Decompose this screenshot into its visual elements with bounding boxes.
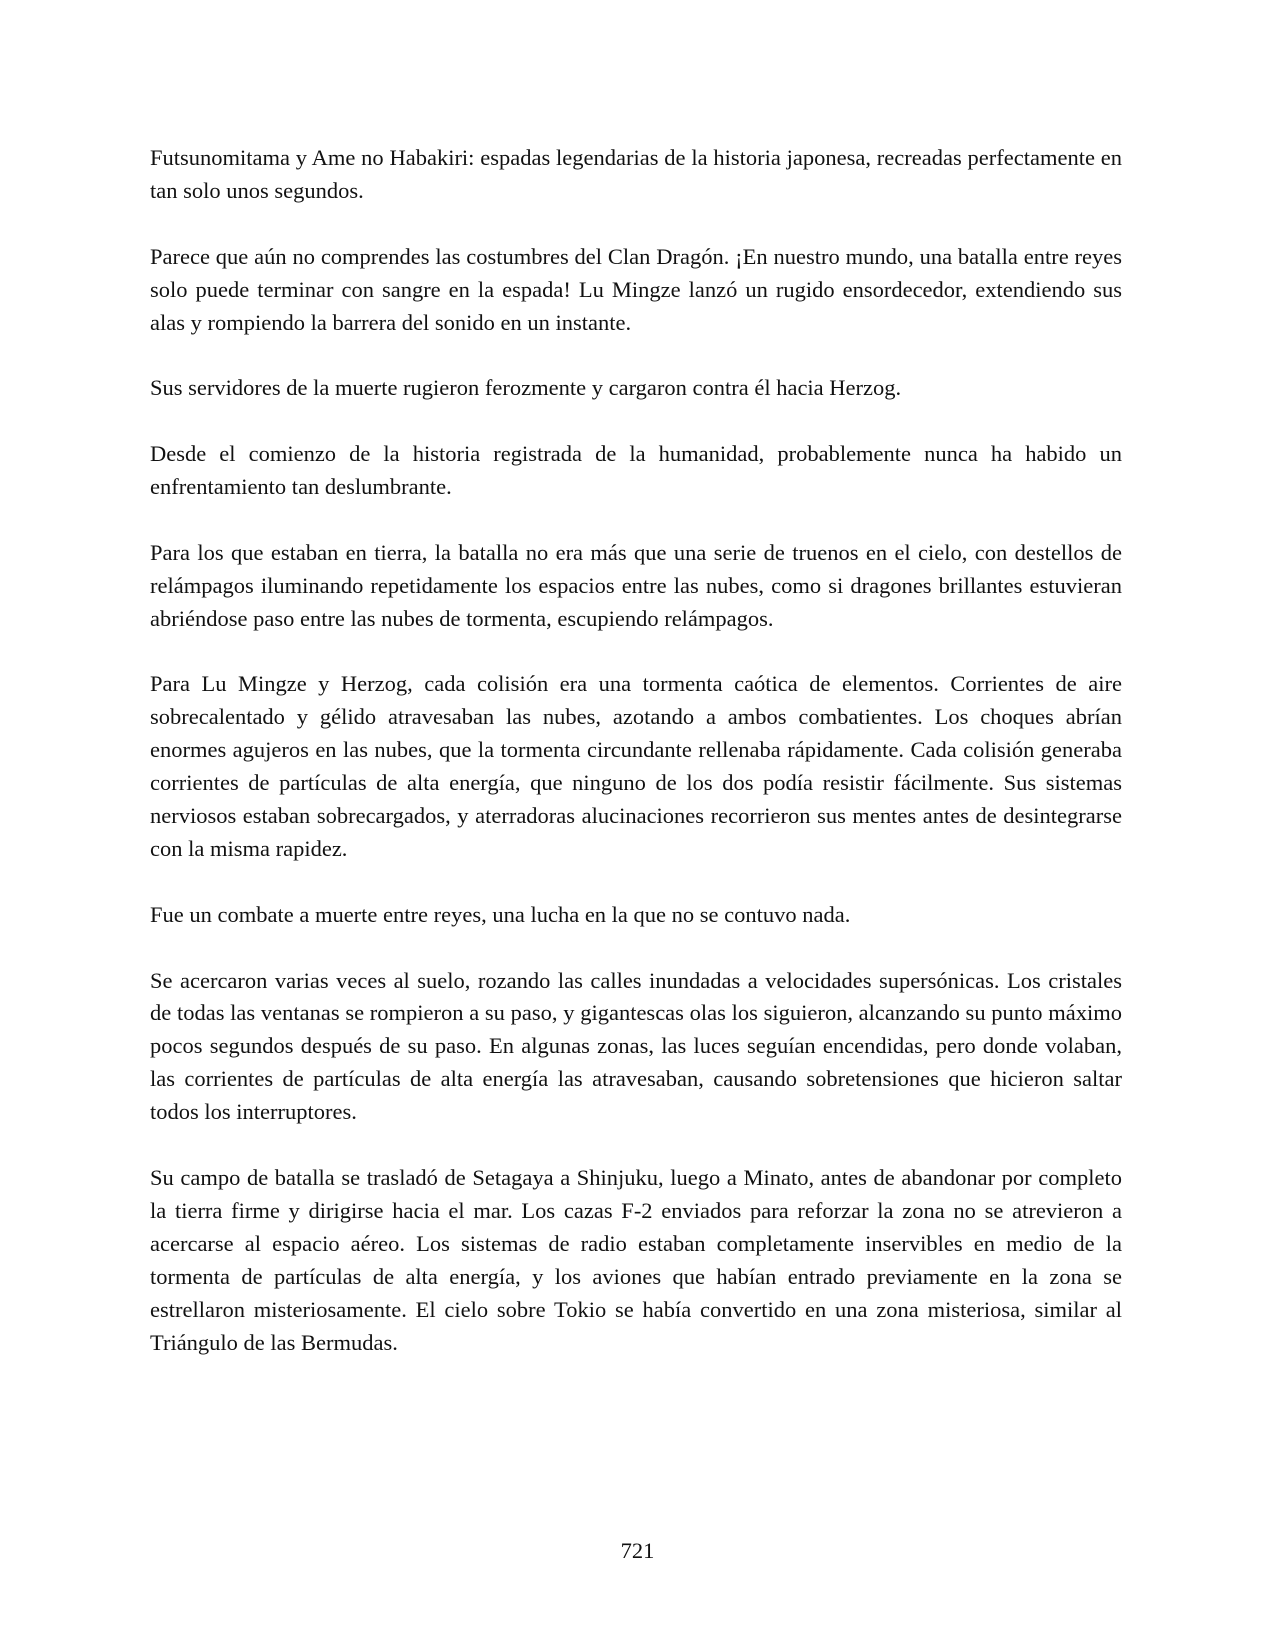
paragraph: Parece que aún no comprendes las costumbres del Clan Dragón. ¡En nuestro mundo, una batalla entre reyes solo puede terminar con sangre en la espada! Lu Mingze lanzó un rugido ensordecedor, extendiendo sus alas y rompiendo la barrera del sonido en un instante. [150, 243, 1122, 335]
page-body [150, 142, 1122, 1392]
paragraph: Fue un combate a muerte entre reyes, una lucha en la que no se contuvo nada. [150, 901, 851, 927]
paragraph: Su campo de batalla se trasladó de Setagaya a Shinjuku, luego a Minato, antes de abandonar por completo la tierra firme y dirigirse hacia el mar. Los cazas F-2 enviados para reforzar la zona no se atrevieron a acercarse al espacio aéreo. Los sistemas de radio estaban completamente inservibles en medio de la tormenta de partículas de alta energía, y los aviones que habían entrado previamente en la zona se estrellaron misteriosamente. El cielo sobre Tokio se había convertido en una zona misteriosa, similar al Triángulo de las Bermudas. [150, 1164, 1122, 1355]
paragraph: Desde el comienzo de la historia registrada de la humanidad, probablemente nunca ha habido un enfrentamiento tan deslumbrante. [150, 441, 1122, 500]
paragraph: Para los que estaban en tierra, la batalla no era más que una serie de truenos en el cielo, con destellos de relámpagos iluminando repetidamente los espacios entre las nubes, como si dragones brillantes estuvieran abriéndose paso entre las nubes de tormenta, escupiendo relámpagos. [150, 539, 1122, 631]
paragraph: Futsunomitama y Ame no Habakiri: espadas legendarias de la historia japonesa, recreadas perfectamente en tan solo unos segundos. [150, 145, 1122, 203]
paragraph: Para Lu Mingze y Herzog, cada colisión era una tormenta caótica de elementos. Corrientes de aire sobrecalentado y gélido atravesaban las nubes, azotando a ambos combatientes. Los choques abrían enormes agujeros en las nubes, que la tormenta circundante rellenaba rápidamente. Cada colisión generaba corrientes de partículas de alta energía, que ninguno de los dos podía resistir fácilmente. Sus sistemas nerviosos estaban sobrecargados, y aterradoras alucinaciones recorrieron sus mentes antes de desintegrarse con la misma rapidez. [150, 671, 1122, 861]
paragraph: Se acercaron varias veces al suelo, rozando las calles inundadas a velocidades supersónicas. Los cristales de todas las ventanas se rompieron a su paso, y gigantescas olas los siguieron, alcanzando su punto máximo pocos segundos después de su paso. En algunas zonas, las luces seguían encendidas, pero donde volaban, las corrientes de partículas de alta energía las atravesaban, causando sobretensiones que hicieron saltar todos los interruptores. [150, 967, 1122, 1125]
page-number: 721 [620, 1538, 655, 1563]
paragraph: Sus servidores de la muerte rugieron ferozmente y cargaron contra él hacia Herzog. [150, 375, 902, 401]
